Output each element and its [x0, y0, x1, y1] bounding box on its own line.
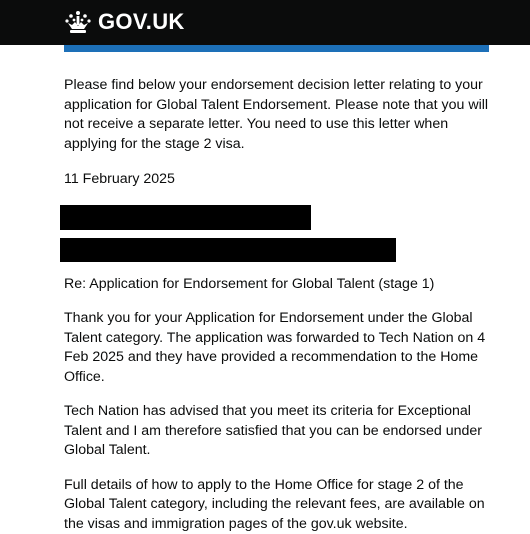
- govuk-logo-link[interactable]: [64, 10, 185, 34]
- govuk-logo-text: GOV.UK: [98, 10, 185, 34]
- govuk-header: [0, 0, 530, 45]
- redacted-name-block: [60, 205, 311, 230]
- header-accent-bar: [64, 45, 489, 52]
- letter-body: [64, 76, 494, 534]
- letter-date: 11 February 2025: [64, 170, 494, 190]
- body-paragraph-1: Thank you for your Application for Endorsement under the Global Talent category. The application was forwarded to Tech Nation on 4 Feb 2025 and they have provided a recommendation to the Home Office.: [64, 309, 494, 387]
- body-paragraph-3: Full details of how to apply to the Home Office for stage 2 of the Global Talent category, including the relevant fees, are available on the visas and immigration pages of the gov.uk website.: [64, 476, 494, 534]
- body-paragraph-2: Tech Nation has advised that you meet its criteria for Exceptional Talent and I am therefore satisfied that you can be endorsed under Global Talent.: [64, 402, 494, 461]
- intro-paragraph: Please find below your endorsement decision letter relating to your application for Global Talent Endorsement. Please note that you will not receive a separate letter. You need to use this letter when applying for the stage 2 visa.: [64, 76, 494, 154]
- crown-icon: [64, 10, 92, 34]
- letter-subject: Re: Application for Endorsement for Global Talent (stage 1): [64, 275, 494, 295]
- redacted-address-block: [60, 238, 396, 262]
